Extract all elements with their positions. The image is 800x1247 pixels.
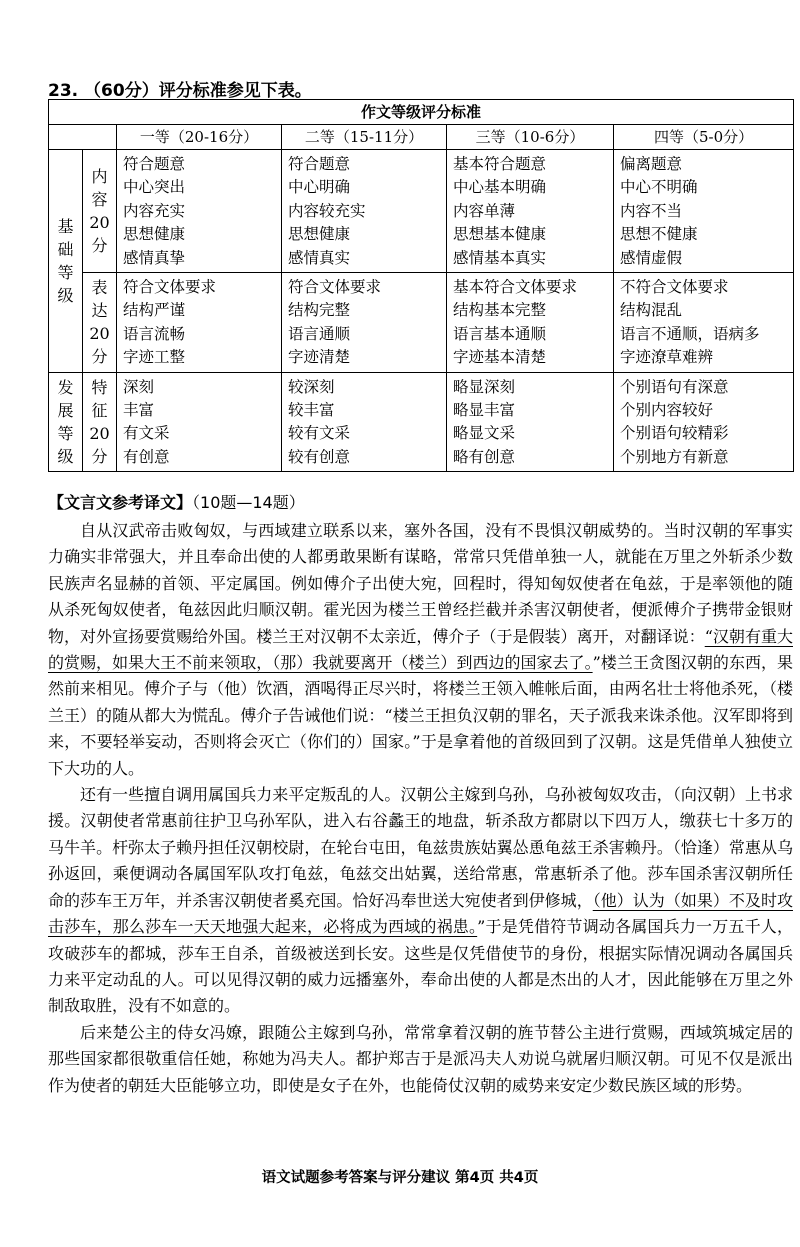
content-row — [49, 150, 794, 273]
translation-heading — [48, 490, 305, 513]
grade-header: 二等（15-11分） — [282, 125, 447, 150]
page-footer: 语文试题参考答案与评分建议 第4页 共4页 — [261, 1170, 539, 1186]
content-label: 内容20分 — [83, 150, 117, 273]
paragraph: 还有一些擅自调用属国兵力来平定叛乱的人。汉朝公主嫁到乌孙，乌孙被匈奴攻击，（向汉朝）上书求援。汉朝使者常惠前往护卫乌孙军队，进入右谷蠡王的地盘，斩杀敌方都尉以下四万人，缴获七十多万的马牛羊。杆弥太子赖丹担任汉朝校尉，在轮台屯田，龟兹贵族姑翼怂恿龟兹王杀害赖丹。（恰逢）常惠从乌孙返回，乘便调动各属国军队攻打龟兹，龟兹交出姑翼，送给常惠，常惠斩杀了他。莎车国杀害汉朝所任命的莎车王万年，并杀害汉朝使者奚充国。恰好冯奉世送大宛使者到伊修城，（他）认为（如果）不及时攻击莎车，那么莎车一天天地强大起来，必将成为西域的祸患。”于是凭借符节调动各属国兵力一万五千人，攻破莎车的都城，莎车王自杀，首级被送到长安。这些是仅凭借使节的身份，根据实际情况调动各属国兵力来平定动乱的人。可以见得汉朝的威力远播塞外，奉命出使的人都是杰出的人才，因此能够在万里之外制敌取胜，没有不如意的。 — [48, 785, 793, 1016]
grade-header: 四等（5-0分） — [614, 125, 794, 150]
feature-row — [49, 372, 794, 472]
grade-header: 三等（10-6分） — [447, 125, 614, 150]
translation-heading-title: 【文言文参考译文】 — [48, 493, 193, 512]
translation-question-range: （10题—14题） — [192, 493, 305, 512]
question-23-title: 23. （60分）评分标准参见下表。 — [48, 81, 312, 101]
underlined-sentence: （他）认为（如果）不及时攻击莎车，那么莎车一天天地强大起来，必将成为西域的祸患。 — [48, 890, 793, 937]
criteria-cell: 符合文体要求 结构严谨 语言流畅 字迹工整 — [117, 272, 282, 372]
criteria-cell: 偏离题意 中心不明确 内容不当 思想不健康 感情虚假 — [614, 150, 794, 273]
criteria-cell: 符合题意 中心突出 内容充实 思想健康 感情真挚 — [117, 150, 282, 273]
criteria-cell: 较深刻 较丰富 较有文采 较有创意 — [282, 372, 447, 472]
criteria-cell: 符合文体要求 结构完整 语言通顺 字迹清楚 — [282, 272, 447, 372]
corner-cell — [49, 125, 117, 150]
criteria-cell: 深刻 丰富 有文采 有创意 — [117, 372, 282, 472]
basic-level-label: 基础等级 — [49, 150, 83, 373]
paragraph: 后来楚公主的侍女冯嫽，跟随公主嫁到乌孙，常常拿着汉朝的旌节替公主进行赏赐，西域筑城定居的那些国家都很敬重信任她，称她为冯夫人。都护郑吉于是派冯夫人劝说乌就屠归顺汉朝。可见不仅是派出作为使者的朝廷大臣能够立功，即使是女子在外，也能倚仗汉朝的威势来安定少数民族区域的形势。 — [48, 1022, 793, 1095]
expression-label: 表达20分 — [83, 272, 117, 372]
table-caption: 作文等级评分标准 — [49, 100, 794, 125]
criteria-cell: 基本符合题意 中心基本明确 内容单薄 思想基本健康 感情基本真实 — [447, 150, 614, 273]
criteria-cell: 符合题意 中心明确 内容较充实 思想健康 感情真实 — [282, 150, 447, 273]
grade-header: 一等（20-16分） — [117, 125, 282, 150]
grade-header-row — [49, 125, 794, 150]
criteria-cell: 不符合文体要求 结构混乱 语言不通顺，语病多 字迹潦草难辨 — [614, 272, 794, 372]
underlined-sentence: “汉朝有重大的赏赐，如果大王不前来领取，（那）我就要离开（楼兰）到西边的国家去了。 — [48, 626, 793, 673]
criteria-cell: 略显深刻 略显丰富 略显文采 略有创意 — [447, 372, 614, 472]
development-level-label: 发展等级 — [49, 372, 83, 472]
criteria-cell: 基本符合文体要求 结构基本完整 语言基本通顺 字迹基本清楚 — [447, 272, 614, 372]
feature-label: 特征20分 — [83, 372, 117, 472]
translation-body — [48, 518, 793, 1099]
criteria-cell: 个别语句有深意 个别内容较好 个别语句较精彩 个别地方有新意 — [614, 372, 794, 472]
expression-row — [49, 272, 794, 372]
paragraph: 自从汉武帝击败匈奴，与西域建立联系以来，塞外各国，没有不畏惧汉朝威势的。当时汉朝的军事实力确实非常强大，并且奉命出使的人都勇敢果断有谋略，常常只凭借单独一人，就能在万里之外斩杀少数民族声名显赫的首领、平定属国。例如傅介子出使大宛，回程时，得知匈奴使者在龟兹，于是率领他的随从杀死匈奴使者，龟兹因此归顺汉朝。霍光因为楼兰王曾经拦截并杀害汉朝使者，便派傅介子携带金银财物，对外宣扬要赏赐给外国。楼兰王对汉朝不太亲近，傅介子（于是假装）离开，对翻译说：“汉朝有重大的赏赐，如果大王不前来领取，（那）我就要离开（楼兰）到西边的国家去了。”楼兰王贪图汉朝的东西，果然前来相见。傅介子与（他）饮酒，酒喝得正尽兴时，将楼兰王领入帷帐后面，由两名壮士将他杀死，（楼兰王）的随从都大为慌乱。傅介子告诫他们说：“楼兰王担负汉朝的罪名，天子派我来诛杀他。汉军即将到来，不要轻举妄动，否则将会灭亡（你们的）国家。”于是拿着他的首级回到了汉朝。这是凭借单人独使立下大功的人。 — [48, 521, 793, 778]
grading-table — [48, 99, 794, 472]
